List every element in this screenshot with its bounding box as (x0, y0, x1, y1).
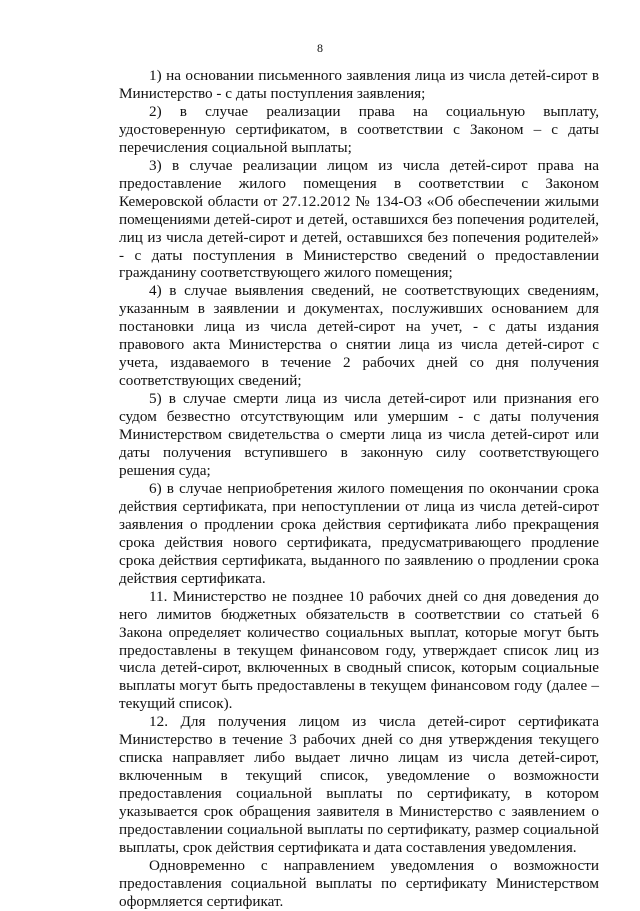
section-12: 12. Для получения лицом из числа детей-сирот сертификата Министерство в течение 3 рабочих дней со дня утверждения текущего списка направляет либо выдает лично лицам из числа детей-сирот, включенным в текущий список, уведомление о возможности предоставления социальной выплаты по сертификату, в котором указывается срок обращения заявителя в Министерство с заявлением о предоставлении социальной выплаты по сертификату, размер социальной выплаты, срок действия сертификата и дата составления уведомления. (119, 713, 599, 856)
page-number: 8 (317, 41, 323, 55)
clause-1: 1) на основании письменного заявления лица из числа детей-сирот в Министерство - с даты поступления заявления; (119, 67, 599, 102)
clause-2: 2) в случае реализации права на социальную выплату, удостоверенную сертификатом, в соответствии с Законом – с даты перечисления социальной выплаты; (119, 102, 599, 156)
clause-3: 3) в случае реализации лицом из числа детей-сирот права на предоставление жилого помещения в соответствии с Законом Кемеровской области от 27.12.2012 № 134-ОЗ «Об обеспечении жилыми помещениями детей-сирот и детей, оставшихся без попечения родителей, лиц из числа детей-сирот и детей, оставшихся без попечения родителей» - с даты поступления в Министерство сведений о предоставлении гражданину соответствующего жилого помещения; (119, 156, 599, 282)
clause-5: 5) в случае смерти лица из числа детей-сирот или признания его судом безвестно отсутствующим или умершим - с даты получения Министерством свидетельства о смерти лица из числа детей-сирот или даты получения вступившего в законную силу соответствующего решения суда; (119, 390, 599, 479)
clause-6: 6) в случае неприобретения жилого помещения по окончании срока действия сертификата, при непоступлении от лица из числа детей-сирот заявления о продлении срока действия сертификата либо прекращения срока действия нового сертификата, предусматривающего продление срока действия сертификата, выданного по заявлению о продлении срока действия сертификата. (119, 479, 599, 587)
clause-4: 4) в случае выявления сведений, не соответствующих сведениям, указанным в заявлении и документах, послуживших основанием для постановки лица из числа детей-сирот на учет, - с даты издания правового акта Министерства о снятии лица из числа детей-сирот с учета, издаваемого в течение 2 рабочих дней со дня получения соответствующих сведений; (119, 282, 599, 390)
closing-paragraph: Одновременно с направлением уведомления о возможности предоставления социальной выплаты по сертификату Министерством оформляется сертификат. (119, 856, 599, 910)
section-11: 11. Министерство не позднее 10 рабочих дней со дня доведения до него лимитов бюджетных обязательств в соответствии со статьей 6 Закона определяет количество социальных выплат, которые могут быть предоставлены в текущем финансовом году, утверждает список лиц из числа детей-сирот, включенных в сводный список, которым социальные выплаты могут быть предоставлены в текущем финансовом году (далее – текущий список). (119, 587, 599, 713)
document-body (119, 67, 599, 911)
